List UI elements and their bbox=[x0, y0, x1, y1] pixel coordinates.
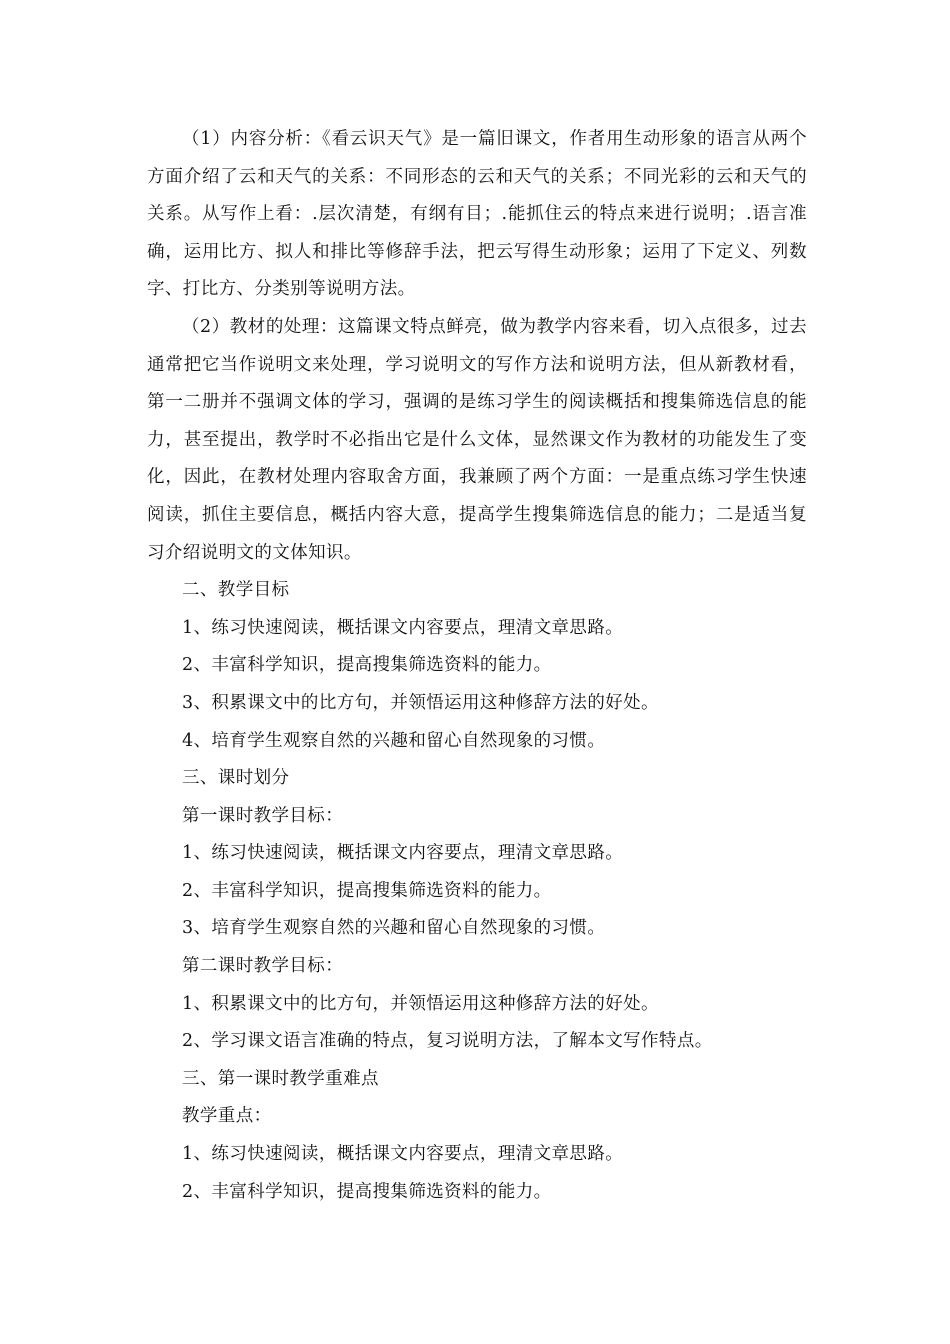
list-item: 2、丰富科学知识，提高搜集筛选资料的能力。 bbox=[182, 880, 552, 901]
list-item: 2、丰富科学知识，提高搜集筛选资料的能力。 bbox=[182, 1181, 552, 1202]
list-item: 3、积累课文中的比方句，并领悟运用这种修辞方法的好处。 bbox=[182, 692, 659, 713]
list-item: 4、培育学生观察自然的兴趣和留心自然现象的习惯。 bbox=[182, 730, 606, 751]
heading-teaching-goals: 二、教学目标 bbox=[182, 580, 290, 601]
list-item: 2、学习课文语言准确的特点，复习说明方法，了解本文写作特点。 bbox=[182, 1031, 713, 1052]
document-body bbox=[147, 121, 807, 1211]
heading-lesson-division: 三、课时划分 bbox=[182, 768, 290, 789]
subheading-first-lesson-goals: 第一课时教学目标： bbox=[182, 805, 344, 826]
subheading-second-lesson-goals: 第二课时教学目标： bbox=[182, 956, 344, 977]
heading-key-difficulties: 三、第一课时教学重难点 bbox=[182, 1068, 379, 1089]
subheading-teaching-focus: 教学重点： bbox=[182, 1106, 272, 1127]
list-item: 3、培育学生观察自然的兴趣和留心自然现象的习惯。 bbox=[182, 918, 606, 939]
list-item: 1、练习快速阅读，概括课文内容要点，理清文章思路。 bbox=[182, 617, 624, 638]
list-item: 1、练习快速阅读，概括课文内容要点，理清文章思路。 bbox=[182, 843, 624, 864]
paragraph-material-handling: （2）教材的处理：这篇课文特点鲜亮，做为教学内容来看，切入点很多，过去通常把它当作说明文来处理，学习说明文的写作方法和说明方法，但从新教材看，第一二册并不强调文体的学习，强调的是练习学生的阅读概括和搜集筛选信息的能力，甚至提出，教学时不必指出它是什么文体，显然课文作为教材的功能发生了变化，因此，在教材处理内容取舍方面，我兼顾了两个方面：一是重点练习学生快速阅读，抓住主要信息，概括内容大意，提高学生搜集筛选信息的能力；二是适当复习介绍说明文的文体知识。 bbox=[147, 316, 807, 563]
list-item: 1、练习快速阅读，概括课文内容要点，理清文章思路。 bbox=[182, 1144, 624, 1165]
list-item: 2、丰富科学知识，提高搜集筛选资料的能力。 bbox=[182, 655, 552, 676]
list-item: 1、积累课文中的比方句，并领悟运用这种修辞方法的好处。 bbox=[182, 993, 659, 1014]
paragraph-content-analysis: （1）内容分析：《看云识天气》是一篇旧课文，作者用生动形象的语言从两个方面介绍了云和天气的关系：不同形态的云和天气的关系；不同光彩的云和天气的关系。从写作上看：.层次清楚，有纲有目；.能抓住云的特点来进行说明；.语言准确，运用比方、拟人和排比等修辞手法，把云写得生动形象；运用了下定义、列数字、打比方、分类别等说明方法。 bbox=[147, 129, 807, 300]
